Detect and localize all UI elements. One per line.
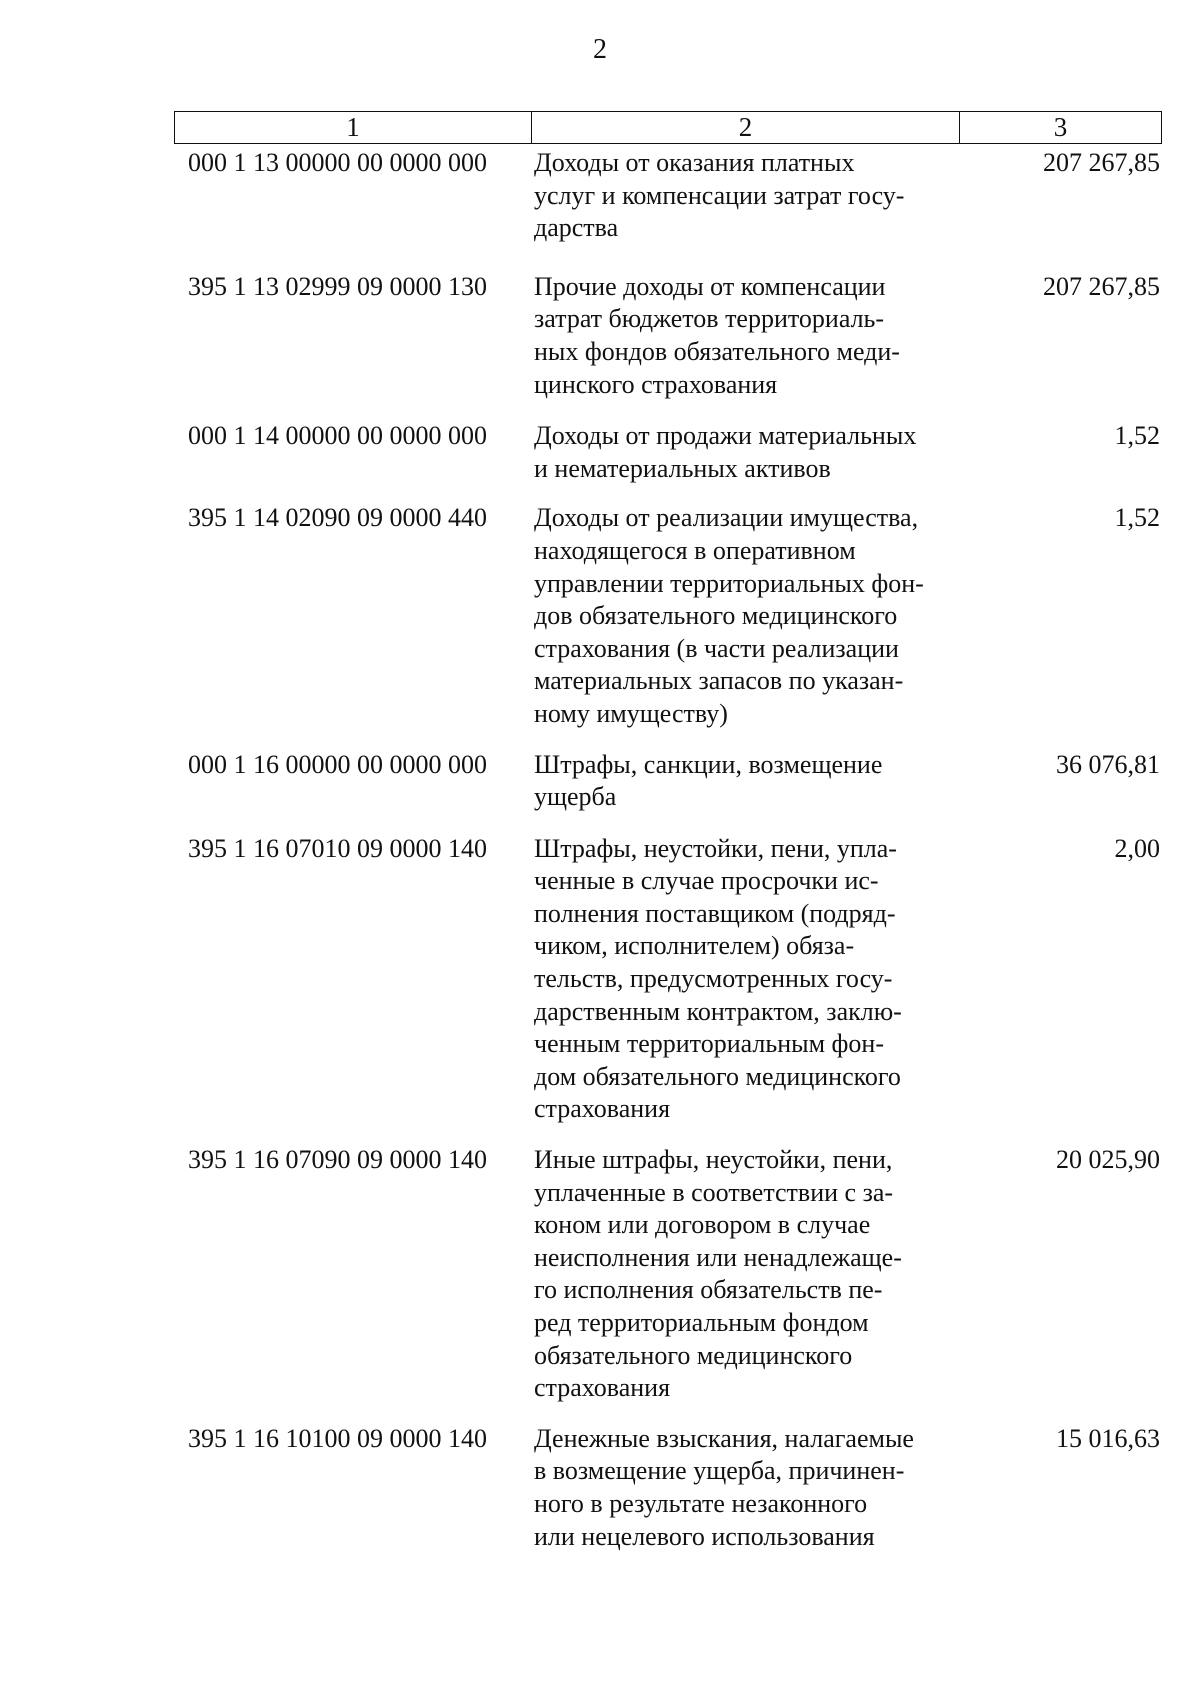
revenue-description bbox=[530, 749, 961, 814]
description-line: ущерба bbox=[534, 782, 617, 812]
description-line: тельств, предусмотренных госу- bbox=[534, 964, 893, 994]
description-line: уплаченные в соответствии с за- bbox=[534, 1177, 894, 1207]
description-line: коном или договором в случае bbox=[534, 1210, 871, 1240]
description-line: находящегося в оперативном bbox=[534, 535, 856, 565]
budget-code: 000 1 16 00000 00 0000 000 bbox=[188, 749, 487, 779]
table-body bbox=[174, 147, 1162, 1553]
budget-code: 395 1 13 02999 09 0000 130 bbox=[188, 271, 487, 301]
description-line: страхования (в части реализации bbox=[534, 633, 899, 663]
description-line: ному имуществу) bbox=[534, 698, 728, 728]
description-line: в возмещение ущерба, причинен- bbox=[534, 1456, 905, 1486]
budget-code: 395 1 16 07090 09 0000 140 bbox=[188, 1145, 487, 1175]
description-line: материальных запасов по указан- bbox=[534, 666, 904, 696]
revenue-description bbox=[530, 502, 961, 730]
description-line: Штрафы, неустойки, пени, упла- bbox=[534, 833, 897, 863]
revenue-description bbox=[530, 271, 961, 401]
description-line: или нецелевого использования bbox=[534, 1521, 875, 1551]
page-number: 2 bbox=[593, 34, 607, 65]
description-line: Прочие доходы от компенсации bbox=[534, 271, 886, 301]
description-line: затрат бюджетов территориаль- bbox=[534, 304, 885, 334]
budget-code: 395 1 16 07010 09 0000 140 bbox=[188, 833, 487, 863]
amount: 207 267,85 bbox=[1043, 271, 1160, 301]
description-line: Иные штрафы, неустойки, пени, bbox=[534, 1145, 893, 1175]
table-row bbox=[174, 749, 1162, 814]
description-line: полнения поставщиком (подряд- bbox=[534, 898, 896, 928]
header-col-1: 1 bbox=[175, 112, 532, 143]
revenue-description bbox=[530, 1144, 961, 1405]
description-line: ченные в случае просрочки ис- bbox=[534, 866, 879, 896]
description-line: чиком, исполнителем) обяза- bbox=[534, 931, 855, 961]
header-col-3: 3 bbox=[1053, 112, 1068, 142]
budget-code: 395 1 16 10100 09 0000 140 bbox=[188, 1423, 487, 1453]
table-row bbox=[174, 271, 1162, 401]
description-line: дарства bbox=[534, 213, 619, 243]
budget-code: 395 1 14 02090 09 0000 440 bbox=[188, 503, 487, 533]
description-line: Денежные взыскания, налагаемые bbox=[534, 1423, 914, 1453]
amount: 1,52 bbox=[1114, 421, 1160, 451]
description-line: и нематериальных активов bbox=[534, 453, 831, 483]
description-line: страхования bbox=[534, 1373, 671, 1403]
budget-code: 000 1 14 00000 00 0000 000 bbox=[188, 421, 487, 451]
table-row bbox=[174, 1144, 1162, 1405]
description-line: ных фондов обязательного меди- bbox=[534, 336, 900, 366]
header-col-2: 2 bbox=[532, 112, 960, 143]
amount: 15 016,63 bbox=[1056, 1423, 1160, 1453]
description-line: ного в результате незаконного bbox=[534, 1488, 868, 1518]
description-line: обязательного медицинского bbox=[534, 1340, 853, 1370]
amount: 207 267,85 bbox=[1043, 148, 1160, 177]
revenue-description bbox=[530, 833, 961, 1126]
table-row bbox=[174, 502, 1162, 730]
description-line: Штрафы, санкции, возмещение bbox=[534, 749, 883, 779]
revenue-description bbox=[530, 1423, 961, 1553]
description-line: неисполнения или ненадлежаще- bbox=[534, 1242, 902, 1272]
description-line: Доходы от оказания платных bbox=[534, 148, 855, 177]
amount: 1,52 bbox=[1114, 503, 1160, 533]
description-line: го исполнения обязательств пе- bbox=[534, 1275, 883, 1305]
amount: 36 076,81 bbox=[1056, 749, 1160, 779]
table-row bbox=[174, 147, 1162, 245]
description-line: услуг и компенсации затрат госу- bbox=[534, 180, 905, 210]
description-line: управлении территориальных фон- bbox=[534, 568, 924, 598]
description-line: дов обязательного медицинского bbox=[534, 601, 898, 631]
description-line: Доходы от продажи материальных bbox=[534, 421, 917, 451]
table-row bbox=[174, 420, 1162, 485]
revenue-description bbox=[530, 147, 961, 245]
description-line: страхования bbox=[534, 1094, 671, 1124]
table-row bbox=[174, 833, 1162, 1126]
description-line: цинского страхования bbox=[534, 369, 778, 399]
table-header-row bbox=[174, 111, 1162, 144]
table-row bbox=[174, 1423, 1162, 1553]
budget-code: 000 1 13 00000 00 0000 000 bbox=[188, 148, 487, 177]
description-line: ченным территориальным фон- bbox=[534, 1029, 884, 1059]
amount: 2,00 bbox=[1114, 833, 1160, 863]
description-line: Доходы от реализации имущества, bbox=[534, 503, 919, 533]
description-line: дарственным контрактом, заклю- bbox=[534, 996, 902, 1026]
description-line: дом обязательного медицинского bbox=[534, 1061, 901, 1091]
description-line: ред территориальным фондом bbox=[534, 1308, 869, 1337]
revenue-description bbox=[530, 420, 961, 485]
amount: 20 025,90 bbox=[1056, 1145, 1160, 1175]
